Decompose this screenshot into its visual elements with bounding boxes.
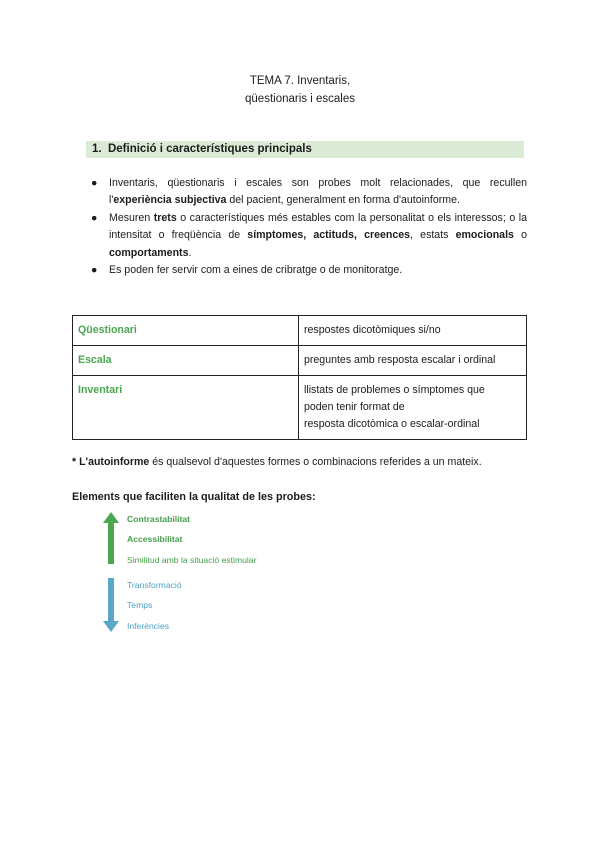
section-heading: 1. Definició i característiques principals (86, 141, 524, 158)
down-item-transformacio: Transformació (127, 580, 182, 590)
down-item-inferencies: Inferències (127, 621, 170, 631)
up-item-contrastabilitat: Contrastabilitat (127, 514, 191, 524)
bullet-text: . (188, 246, 192, 259)
bullet-bold-text: emocionals (455, 229, 514, 242)
bullet-dot: ● (91, 177, 98, 189)
table-row (73, 316, 527, 346)
description-line: resposta dicotòmica o escalar-ordinal (304, 418, 480, 430)
bullet-text: Mesuren (109, 211, 154, 224)
description-line: llistats de problemes o símptomes que (304, 384, 485, 396)
bullet-text: del pacient, generalment en forma d'autoinforme. (226, 194, 460, 207)
bullet-dot: ● (91, 264, 98, 277)
table-term: Escala (73, 346, 299, 376)
definitions-table (72, 315, 527, 440)
title-line-2: qüestionaris i escales (245, 93, 355, 105)
note-prefix: * (72, 456, 80, 468)
bullet-dot: ● (91, 211, 98, 224)
table-row (73, 376, 527, 440)
arrow-down-icon (103, 578, 119, 632)
bullet-bold-text: trets (153, 211, 177, 224)
table-description (299, 316, 527, 346)
bullet-bold-text: comportaments (109, 246, 189, 259)
bullet-text: Inventaris, qüestionaris i escales son probes molt relacionades, que recullen l' (109, 177, 527, 207)
up-item-similitud: Similitud amb la situació estimular (127, 555, 257, 565)
bullet-item-2 (91, 210, 527, 262)
description-line: preguntes amb resposta escalar i ordinal (304, 354, 496, 366)
bullet-text: o característiques més estables com la personalitat o els interessos; o la intensitat o freqüència de (109, 211, 527, 242)
bullet-bold-text: experiència subjectiva (113, 194, 227, 207)
up-item-accessibilitat: Accessibilitat (127, 534, 183, 544)
note-bold-term: L'autoinforme (79, 456, 150, 468)
bullet-text: , estats (410, 229, 456, 242)
down-item-temps: Temps (127, 600, 153, 610)
table-row (73, 346, 527, 376)
bullet-bold-text: símptomes, actituds, creences (247, 229, 411, 242)
bullet-list (91, 175, 527, 279)
note-text: és qualsevol d'aquestes formes o combinacions referides a un mateix. (149, 456, 482, 468)
bullet-text: o (513, 229, 527, 242)
table-term: Qüestionari (73, 316, 299, 346)
title-line-1: TEMA 7. Inventaris, (249, 75, 351, 87)
arrow-up-icon (103, 512, 119, 564)
description-line: poden tenir format de (304, 401, 405, 413)
table-description (299, 376, 527, 440)
description-line: respostes dicotòmiques si/no (304, 324, 441, 336)
bullet-item-3 (91, 262, 527, 279)
table-description (299, 346, 527, 376)
autoinforme-note (72, 454, 482, 471)
elements-heading: Elements que faciliten la qualitat de les probes: (72, 491, 316, 503)
table-term: Inventari (73, 376, 299, 440)
bullet-item-1 (91, 175, 527, 210)
bullet-text: Es poden fer servir com a eines de cribratge o de monitoratge. (109, 264, 403, 277)
